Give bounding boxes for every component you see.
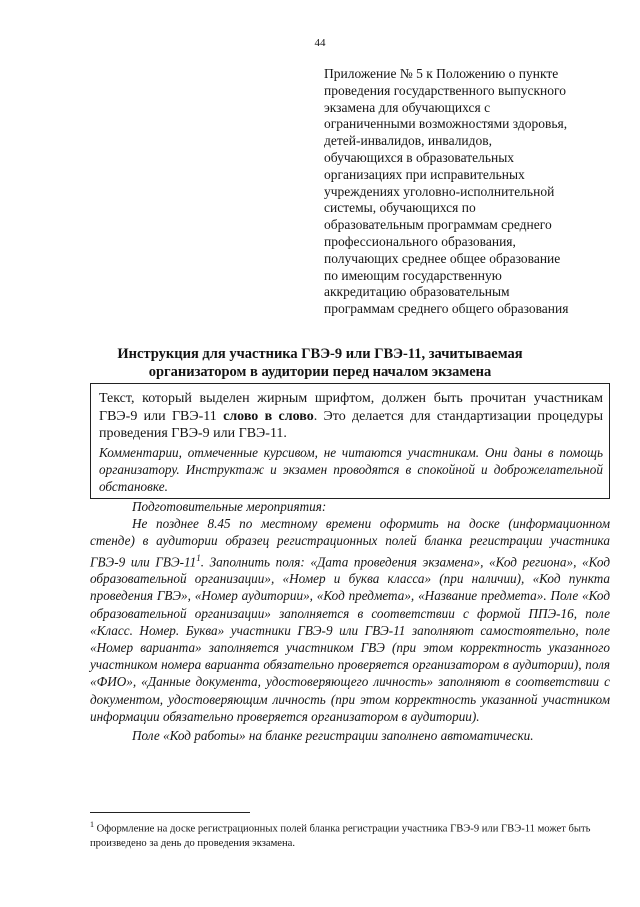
preparatory-section xyxy=(90,498,610,744)
note-comment: Комментарии, отмеченные курсивом, не читаются участникам. Они даны в помощь организатору. Инструктаж и экзамен проводятся в спокойной и доброжелательной обстановке. xyxy=(99,444,603,494)
appendix-line: экзамена для обучающихся с xyxy=(324,99,491,115)
preparatory-text: . Заполнить поля: «Дата проведения экзамена», «Код региона», «Код образовательной организации», «Номер и буква класса» (при наличии), «Код пункта проведения ГВЭ», «Номер аудитории», «Код предмета», «Название предмета». Поле «Код образовательной организации» заполняется в соответствии с формой ППЭ-16, поле «Класс. Номер. Буква» участники ГВЭ-9 или ГВЭ-11 заполняют самостоятельно, поле «Номер варианта» заполняется участником ГВЭ (при этом корректность указанного участником номера варианта обязательно проверяется организатором в аудитории), поля «ФИО», «Данные документа, удостоверяющего личность» заполняют в соответствии с документом, удостоверяющим личность (при этом корректность указанной участником информации обязательно проверяется организатором в аудитории). xyxy=(90,554,610,724)
appendix-line: аккредитацию образовательным xyxy=(324,284,510,300)
appendix-line: Приложение № 5 к Положению о пункте xyxy=(324,66,559,81)
appendix-line: детей-инвалидов, инвалидов, xyxy=(324,133,493,149)
footnote xyxy=(90,818,610,851)
instruction-note-box xyxy=(90,383,610,499)
note-intro-text: Текст, который выделен жирным шрифтом, должен быть прочитан участникам ГВЭ-9 или ГВЭ-11 xyxy=(99,391,603,424)
footnote-divider xyxy=(90,812,250,813)
instruction-title-line: организатором в аудитории перед началом экзамена xyxy=(148,364,492,380)
preparatory-heading: Подготовительные мероприятия: xyxy=(132,499,327,514)
appendix-line: профессионального образования, xyxy=(324,233,516,249)
appendix-line: по имеющим государственную xyxy=(324,267,502,283)
work-code-note: Поле «Код работы» на бланке регистрации заполнено автоматически. xyxy=(132,728,534,744)
appendix-line: получающих среднее общее образование xyxy=(324,250,561,266)
preparatory-body xyxy=(90,515,610,725)
footnote-marker: 1 xyxy=(90,820,94,829)
footnote-reference: 1 xyxy=(196,552,201,563)
note-intro xyxy=(99,390,603,443)
appendix-line: проведения государственного выпускного xyxy=(324,82,566,98)
footnote-text: Оформление на доске регистрационных полей бланка регистрации участника ГВЭ-9 или ГВЭ-11 может быть произведено за день до проведения экзамена. xyxy=(90,823,591,849)
page-number: 44 xyxy=(314,37,326,49)
note-intro-bold: слово в слово xyxy=(223,408,314,424)
appendix-line: организациях при исправительных xyxy=(324,166,525,182)
instruction-title xyxy=(40,345,600,381)
note-intro-text: . Это делается для стандартизации процедуры проведения ГВЭ-9 или ГВЭ-11. xyxy=(99,408,603,441)
appendix-line: обучающихся в образовательных xyxy=(324,149,515,165)
instruction-title-line: Инструкция для участника ГВЭ-9 или ГВЭ-11, зачитываемая xyxy=(117,346,523,362)
appendix-line: системы, обучающихся по xyxy=(324,200,476,216)
appendix-line: учреждениях уголовно-исполнительной xyxy=(324,183,555,199)
preparatory-text: Не позднее 8.45 по местному времени оформить на доске (информационном стенде) в аудитории образец регистрационных полей бланка регистрации участника ГВЭ-9 или ГВЭ-11 xyxy=(90,516,610,569)
appendix-line: программам среднего общего образования xyxy=(324,301,569,317)
appendix-heading xyxy=(324,66,614,318)
appendix-line: ограниченными возможностями здоровья, xyxy=(324,116,568,132)
appendix-line: образовательным программам среднего xyxy=(324,217,552,233)
